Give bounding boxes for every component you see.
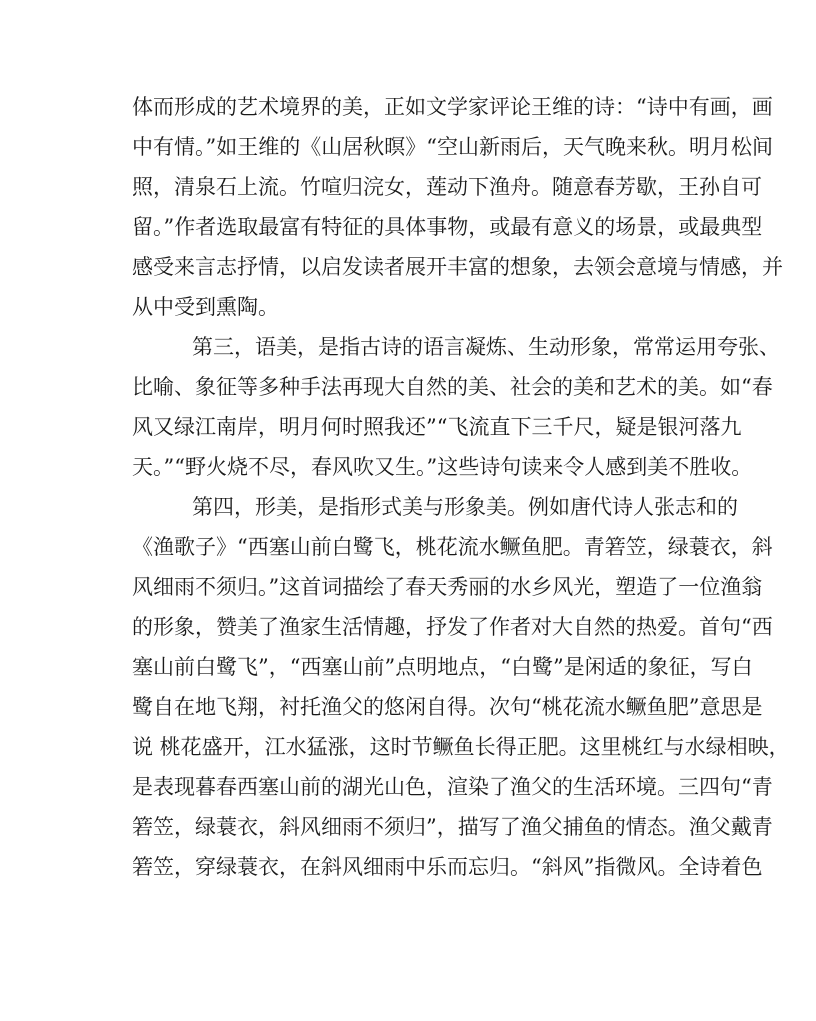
body-text <box>132 87 790 887</box>
text-line: 的形象，赞美了渔家生活情趣，抒发了作者对大自然的热爱。首句“西 <box>132 615 773 639</box>
text-line: 天。”“野火烧不尽，春风吹又生。”这些诗句读来令人感到美不胜收。 <box>132 455 753 479</box>
text-line: 说 桃花盛开，江水猛涨，这时节鳜鱼长得正肥。这里桃红与水绿相映， <box>132 735 790 759</box>
text-line: 感受来言志抒情，以启发读者展开丰富的想象，去领会意境与情感，并 <box>132 255 783 279</box>
text-line: 体而形成的艺术境界的美，正如文学家评论王维的诗：“诗中有画，画 <box>132 95 773 119</box>
text-line: 中有情。”如王维的《山居秋暝》“空山新雨后，天气晚来秋。明月松间 <box>132 135 773 159</box>
text-line: 比喻、象征等多种手法再现大自然的美、社会的美和艺术的美。如“春 <box>132 375 773 399</box>
text-line: 箬笠，绿蓑衣，斜风细雨不须归”，描写了渔父捕鱼的情态。渔父戴青 <box>132 815 773 839</box>
paragraph-start-line: 第三，语美，是指古诗的语言凝炼、生动形象，常常运用夸张、 <box>192 335 780 359</box>
text-line: 《渔歌子》“西塞山前白鹭飞，桃花流水鳜鱼肥。青箬笠，绿蓑衣，斜 <box>132 535 773 559</box>
text-line: 风细雨不须归。”这首词描绘了春天秀丽的水乡风光，塑造了一位渔翁 <box>132 575 763 599</box>
text-line: 照，清泉石上流。竹喧归浣女，莲动下渔舟。随意春芳歇，王孙自可 <box>132 175 762 199</box>
text-line: 鹭自在地飞翔，衬托渔父的悠闲自得。次句“桃花流水鳜鱼肥”意思是 <box>132 695 763 719</box>
text-line: 箬笠，穿绿蓑衣，在斜风细雨中乐而忘归。“斜风”指微风。全诗着色 <box>132 855 763 879</box>
text-line: 留。”作者选取最富有特征的具体事物，或最有意义的场景，或最典型 <box>132 215 763 239</box>
paragraph-start-line: 第四，形美，是指形式美与形象美。例如唐代诗人张志和的 <box>192 495 738 519</box>
text-line: 从中受到熏陶。 <box>132 295 279 319</box>
text-line: 风又绿江南岸，明月何时照我还”“飞流直下三千尺，疑是银河落九 <box>132 415 742 439</box>
text-line: 是表现暮春西塞山前的湖光山色，渲染了渔父的生活环境。三四句“青 <box>132 775 773 799</box>
text-line: 塞山前白鹭飞”，“西塞山前”点明地点，“白鹭”是闲适的象征，写白 <box>132 655 753 679</box>
